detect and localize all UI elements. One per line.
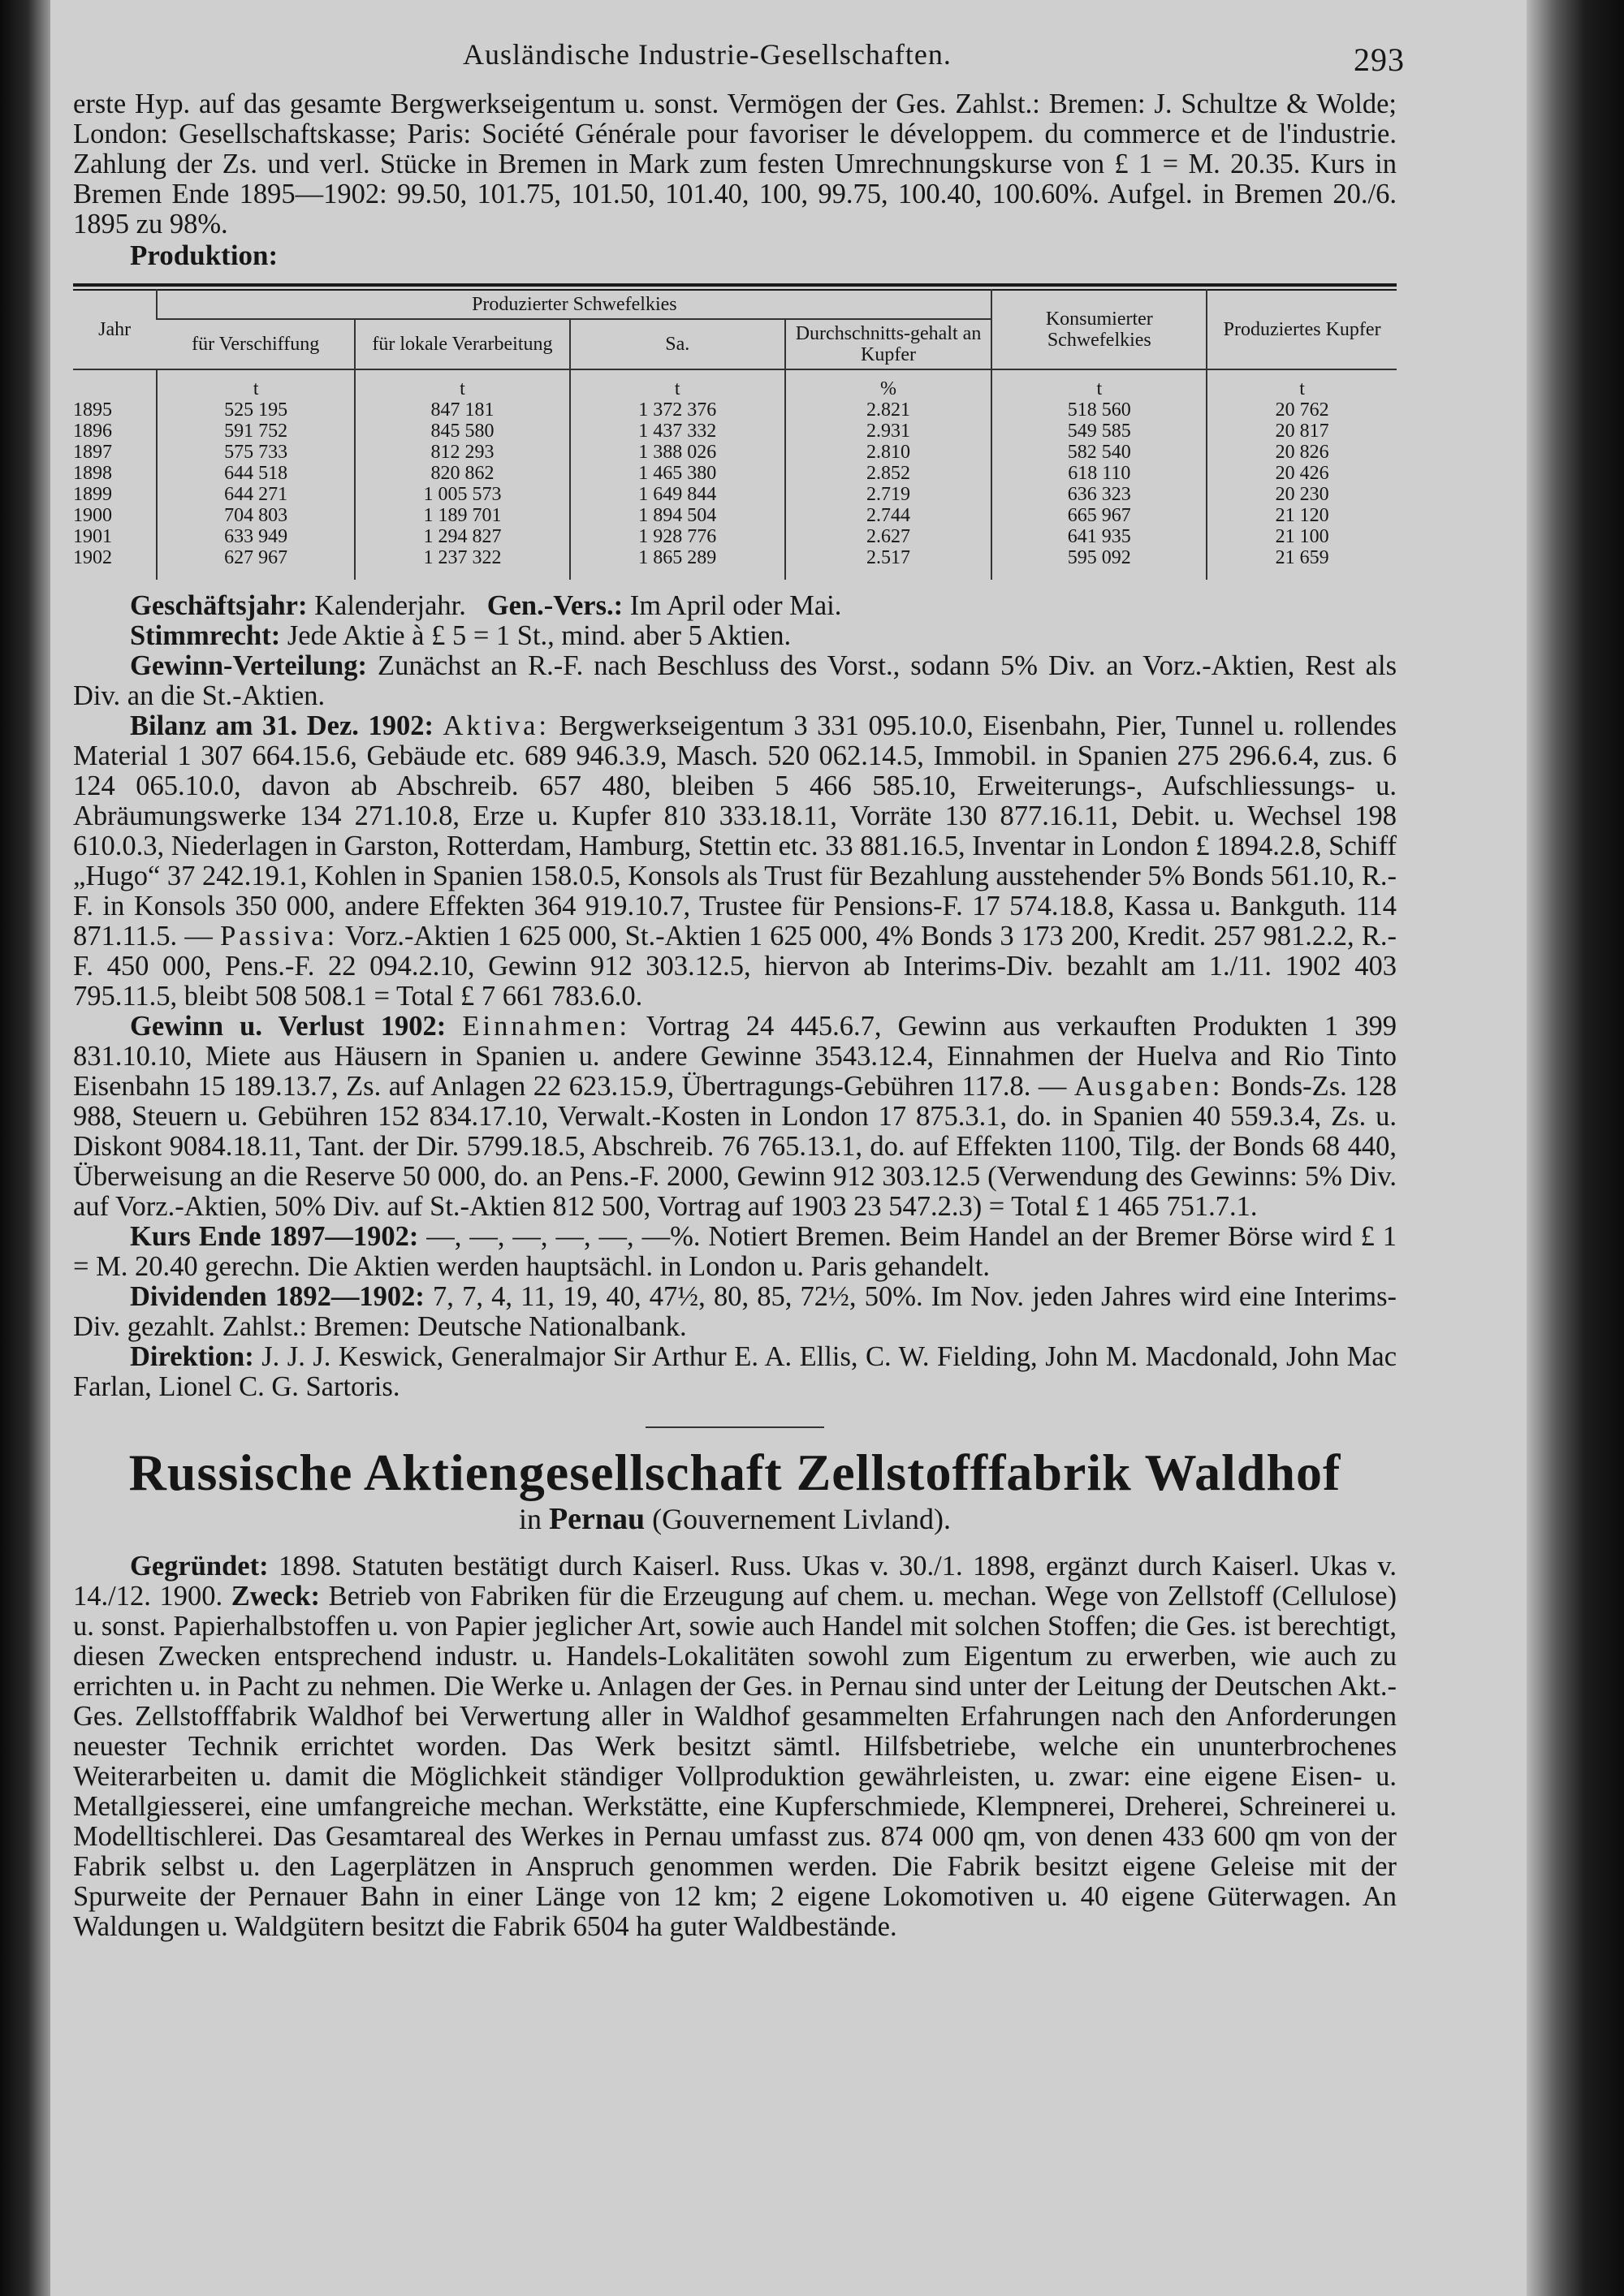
col-header-consumed: Konsumierter Schwefelkies bbox=[991, 290, 1207, 369]
cell-local: 847 181 bbox=[355, 399, 570, 421]
document-page bbox=[73, 32, 1405, 2273]
cell-copper-avg: 2.821 bbox=[785, 399, 991, 421]
company-title: Russische Aktiengesellschaft Zellstofffabrik Waldhof bbox=[128, 1444, 1341, 1501]
stimmrecht-paragraph bbox=[73, 621, 1397, 651]
cell-total: 1 437 332 bbox=[570, 421, 785, 442]
cell-export: 627 967 bbox=[157, 547, 355, 580]
genvers-label: Gen.-Vers.: bbox=[486, 590, 624, 621]
company-location bbox=[73, 1501, 1397, 1537]
cell-total: 1 388 026 bbox=[570, 442, 785, 463]
cell-year: 1900 bbox=[73, 505, 112, 526]
cell-consumed: 595 092 bbox=[991, 547, 1207, 580]
geschaeftsjahr-label: Geschäftsjahr: bbox=[130, 590, 308, 621]
table-row bbox=[73, 421, 1397, 442]
page-number: 293 bbox=[1354, 41, 1405, 78]
book-spine-left bbox=[0, 0, 50, 2296]
production-table bbox=[73, 289, 1397, 580]
cell-copper-avg: 2.627 bbox=[785, 526, 991, 547]
cell-local: 812 293 bbox=[355, 442, 570, 463]
cell-total: 1 649 844 bbox=[570, 484, 785, 505]
unit-copper-avg: % bbox=[785, 369, 991, 399]
bilanz-label: Bilanz am 31. Dez. 1902: bbox=[130, 710, 434, 741]
bilanz-passiva-text: Vorz.-Aktien 1 625 000, St.-Aktien 1 625 000, 4% Bonds 3 173 200, Kredit. 257 981.2.2, R.-F. 450 000, Pens.-F. 22 094.2.10, Gewinn 912 303.12.5, hiervon ab Interims-Div. bezahlt am 1./11. 1902 403 795.11.5, bleibt 508 508.1 = Total £ 7 661 783.6.0. bbox=[73, 921, 1397, 1012]
cell-local: 1 294 827 bbox=[355, 526, 570, 547]
unit-consumed: t bbox=[991, 369, 1207, 399]
cell-export: 575 733 bbox=[157, 442, 355, 463]
cell-year: 1899 bbox=[73, 484, 112, 505]
cell-local: 1 005 573 bbox=[355, 484, 570, 505]
table-row bbox=[73, 463, 1397, 484]
cell-copper: 21 120 bbox=[1207, 505, 1397, 526]
direktion-label: Direktion: bbox=[130, 1341, 254, 1372]
table-row bbox=[73, 547, 1397, 580]
table-row bbox=[73, 442, 1397, 463]
cell-local: 820 862 bbox=[355, 463, 570, 484]
location-city: Pernau bbox=[548, 1502, 646, 1536]
guv-ausgaben-text: Bonds-Zs. 128 988, Steuern u. Gebühren 152 834.17.10, Verwalt.-Kosten in London 17 875.3.1, do. in Spanien 40 559.3.4, Zs. u. Diskont 9084.18.11, Tant. der Dir. 5799.18.5, Abschreib. 76 765.13.1, do. auf Effekten 1100, Tilg. der Bonds 68 440, Überweisung an die Reserve 50 000, do. an Pens.-F. 2000, Gewinn 912 303.12.5 (Verwendung des Gewinns: 5% Div. auf Vorz.-Aktien, 50% Div. auf St.-Aktien 812 500, Vortrag auf 1903 23 547.2.3) = Total £ 1 465 751.7.1. bbox=[73, 1071, 1397, 1222]
gewinnverteilung-paragraph bbox=[73, 651, 1397, 711]
geschaeftsjahr-text: Kalenderjahr. bbox=[314, 590, 466, 621]
book-gutter-right bbox=[1527, 0, 1624, 2296]
location-prefix: in bbox=[518, 1503, 542, 1535]
bilanz-aktiva-text: Bergwerkseigentum 3 331 095.10.0, Eisenbahn, Pier, Tunnel u. rollendes Material 1 307 664.15.6, Gebäude etc. 689 946.3.9, Masch. 520 062.14.5, Immobil. in Spanien 275 296.6.4, zus. 6 124 065.10.0, davon ab Abschreib. 657 480, bleiben 5 466 585.10, Erweiterungs-, Aufschliessungs- u. Abräumungswerke 134 271.10.8, Erze u. Kupfer 810 333.18.11, Vorräte 130 877.16.11, Debit. u. Wechsel 198 610.0.3, Niederlagen in Garston, Rotterdam, Hamburg, Stettin etc. 33 881.16.5, Inventar in London £ 1894.2.8, Schiff „Hugo“ 37 242.19.1, Kohlen in Spanien 158.0.5, Konsols als Trust für Bezahlung ausstehender 5% Bonds 561.10, R.-F. in Konsols 350 000, andere Effekten 364 919.10.7, Trustee für Pensions-F. 17 574.18.8, Kassa u. Bankguth. 114 871.11.5. — bbox=[73, 710, 1397, 952]
guv-ausgaben-word: Ausgaben: bbox=[1073, 1071, 1224, 1102]
units-row bbox=[73, 369, 1397, 399]
col-header-export: für Verschiffung bbox=[157, 319, 355, 369]
gegruendet-paragraph bbox=[73, 1552, 1397, 1942]
cell-copper-avg: 2.852 bbox=[785, 463, 991, 484]
cell-copper-avg: 2.810 bbox=[785, 442, 991, 463]
col-header-total: Sa. bbox=[570, 319, 785, 369]
stimmrecht-label: Stimmrecht: bbox=[130, 620, 281, 651]
gegruendet-text: 1898. Statuten bestätigt durch Kaiserl. Russ. Ukas v. 30./1. 1898, ergänzt durch Kaiserl. Ukas v. 14./12. 1900. bbox=[73, 1551, 1397, 1612]
unit-copper: t bbox=[1207, 369, 1397, 399]
table-row bbox=[73, 484, 1397, 505]
cell-copper: 20 826 bbox=[1207, 442, 1397, 463]
table-row bbox=[73, 505, 1397, 526]
running-title: Ausländische Industrie-Gesellschaften. bbox=[463, 38, 952, 71]
kurs-paragraph bbox=[73, 1222, 1397, 1282]
cell-consumed: 518 560 bbox=[991, 399, 1207, 421]
unit-export: t bbox=[157, 369, 355, 399]
bilanz-passiva-word: Passiva: bbox=[220, 921, 339, 952]
location-suffix: (Gouvernement Livland). bbox=[652, 1503, 952, 1535]
cell-copper: 21 659 bbox=[1207, 547, 1397, 580]
running-header bbox=[73, 32, 1405, 89]
cell-copper: 20 762 bbox=[1207, 399, 1397, 421]
cell-export: 644 518 bbox=[157, 463, 355, 484]
cell-total: 1 465 380 bbox=[570, 463, 785, 484]
intro-paragraph: erste Hyp. auf das gesamte Bergwerkseigentum u. sonst. Vermögen der Ges. Zahlst.: Bremen: J. Schultze & Wolde; London: Gesellschaftskasse; Paris: Société Générale pour favoriser le développem. du commerce et de l'industrie. Zahlung der Zs. und verl. Stücke in Bremen in Mark zum festen Umrechnungskurse von £ 1 = M. 20.35. Kurs in Bremen Ende 1895—1902: 99.50, 101.75, 101.50, 101.40, 100, 99.75, 100.40, 100.60%. Aufgel. in Bremen 20./6. 1895 zu 98%. bbox=[73, 88, 1397, 240]
unit-local: t bbox=[355, 369, 570, 399]
cell-year: 1898 bbox=[73, 463, 112, 484]
col-header-copper: Produziertes Kupfer bbox=[1207, 290, 1397, 369]
cell-total: 1 372 376 bbox=[570, 399, 785, 421]
unit-total: t bbox=[570, 369, 785, 399]
cell-copper: 21 100 bbox=[1207, 526, 1397, 547]
cell-year: 1902 bbox=[73, 547, 112, 568]
cell-copper: 20 230 bbox=[1207, 484, 1397, 505]
col-group-header: Produzierter Schwefelkies bbox=[157, 290, 991, 319]
cell-consumed: 665 967 bbox=[991, 505, 1207, 526]
gewinnverteilung-text: Zunächst an R.-F. nach Beschluss des Vorst., sodann 5% Div. an Vorz.-Aktien, Rest als Div. an die St.-Aktien. bbox=[73, 650, 1397, 711]
zweck-text: Betrieb von Fabriken für die Erzeugung auf chem. u. mechan. Wege von Zellstoff (Cellulose) u. sonst. Papierhalbstoffen u. von Papier jeglicher Art, sowie auch Handel mit solchen Stoffen; die Ges. ist berechtigt, diesen Zwecken entsprechend industr. u. Handels-Lokalitäten sowohl zum Eigentum zu erwerben, wie auch zu errichten u. in Pacht zu nehmen. Die Werke u. Anlagen der Ges. in Pernau sind unter der Leitung der Deutschen Akt.-Ges. Zellstofffabrik Waldhof bei Verwertung aller in Waldhof gesammelten Erfahrungen nach den Anforderungen neuester Technik errichtet worden. Das Werk besitzt sämtl. Hilfsbetriebe, welche ein ununterbrochenes Weiterarbeiten u. damit die Möglichkeit ständiger Vollproduktion gewährleisten, u. zwar: eine eigene Eisen- u. Metallgiesserei, eine umfangreiche mechan. Werkstätte, eine Kupferschmiede, Klempnerei, Dreherei, Schreinerei u. Modelltischlerei. Das Gesamtareal des Werkes in Pernau umfasst zus. 874 000 qm, von denen 433 600 qm von der Fabrik selbst u. den Lagerplätzen in Anspruch genommen werden. Die Fabrik besitzt eigene Geleise mit der Spurweite der Pernauer Bahn in einer Länge von 12 km; 2 eigene Lokomotiven u. 40 eigene Güterwagen. An Waldungen u. Waldgütern besitzt die Fabrik 6504 ha guter Waldbestände. bbox=[73, 1581, 1397, 1942]
geschaeftsjahr-line bbox=[73, 591, 1397, 621]
kurs-text: —, —, —, —, —, —%. Notiert Bremen. Beim Handel an der Bremer Börse wird £ 1 = M. 20.40 gerechn. Die Aktien werden hauptsächl. in London u. Paris gehandelt. bbox=[73, 1221, 1397, 1282]
table-row bbox=[73, 526, 1397, 547]
cell-total: 1 865 289 bbox=[570, 547, 785, 580]
cell-consumed: 641 935 bbox=[991, 526, 1207, 547]
cell-consumed: 549 585 bbox=[991, 421, 1207, 442]
stimmrecht-text: Jede Aktie à £ 5 = 1 St., mind. aber 5 Aktien. bbox=[287, 620, 792, 651]
cell-year: 1895 bbox=[73, 399, 112, 421]
cell-copper-avg: 2.931 bbox=[785, 421, 991, 442]
cell-year: 1901 bbox=[73, 526, 112, 547]
guv-einnahmen-word: Einnahmen: bbox=[462, 1011, 631, 1042]
production-label: Produktion: bbox=[130, 240, 279, 271]
cell-local: 845 580 bbox=[355, 421, 570, 442]
guv-label: Gewinn u. Verlust 1902: bbox=[130, 1011, 447, 1042]
table-row bbox=[73, 399, 1397, 421]
bilanz-paragraph bbox=[73, 711, 1397, 1012]
cell-export: 633 949 bbox=[157, 526, 355, 547]
col-header-year: Jahr bbox=[73, 290, 157, 369]
direktion-text: J. J. J. Keswick, Generalmajor Sir Arthur E. A. Ellis, C. W. Fielding, John M. Macdonald, John Mac Farlan, Lionel C. G. Sartoris. bbox=[73, 1341, 1397, 1402]
cell-local: 1 189 701 bbox=[355, 505, 570, 526]
cell-copper: 20 426 bbox=[1207, 463, 1397, 484]
cell-export: 591 752 bbox=[157, 421, 355, 442]
cell-total: 1 928 776 bbox=[570, 526, 785, 547]
cell-copper-avg: 2.744 bbox=[785, 505, 991, 526]
cell-consumed: 582 540 bbox=[991, 442, 1207, 463]
cell-copper: 20 817 bbox=[1207, 421, 1397, 442]
cell-local: 1 237 322 bbox=[355, 547, 570, 580]
guv-paragraph bbox=[73, 1012, 1397, 1222]
cell-consumed: 636 323 bbox=[991, 484, 1207, 505]
genvers-text: Im April oder Mai. bbox=[629, 590, 842, 621]
cell-export: 644 271 bbox=[157, 484, 355, 505]
dividenden-text: 7, 7, 4, 11, 19, 40, 47½, 80, 85, 72½, 50%. Im Nov. jeden Jahres wird eine Interims-Div. gezahlt. Zahlst.: Bremen: Deutsche Nationalbank. bbox=[73, 1281, 1397, 1342]
guv-einnahmen-text: Vortrag 24 445.6.7, Gewinn aus verkauften Produkten 1 399 831.10.10, Miete aus Häusern in Spanien u. andere Gewinne 3543.12.4, Einnahmen der Huelva and Rio Tinto Eisenbahn 15 189.13.7, Zs. auf Anlagen 22 623.15.9, Übertragungs-Gebühren 117.8. — bbox=[73, 1011, 1397, 1102]
section-divider bbox=[646, 1426, 824, 1428]
dividenden-paragraph bbox=[73, 1282, 1397, 1342]
table-top-rule bbox=[73, 283, 1397, 287]
direktion-paragraph bbox=[73, 1342, 1397, 1402]
kurs-label: Kurs Ende 1897—1902: bbox=[130, 1221, 419, 1252]
col-header-copper-avg: Durchschnitts-gehalt an Kupfer bbox=[785, 319, 991, 369]
cell-export: 704 803 bbox=[157, 505, 355, 526]
cell-year: 1897 bbox=[73, 442, 112, 463]
bilanz-aktiva-word: Aktiva: bbox=[443, 710, 550, 741]
cell-copper-avg: 2.517 bbox=[785, 547, 991, 580]
cell-export: 525 195 bbox=[157, 399, 355, 421]
zweck-label: Zweck: bbox=[231, 1581, 320, 1612]
gegruendet-label: Gegründet: bbox=[130, 1551, 269, 1582]
cell-consumed: 618 110 bbox=[991, 463, 1207, 484]
gewinnverteilung-label: Gewinn-Verteilung: bbox=[130, 650, 367, 681]
col-header-local: für lokale Verarbeitung bbox=[355, 319, 570, 369]
cell-copper-avg: 2.719 bbox=[785, 484, 991, 505]
cell-year: 1896 bbox=[73, 421, 112, 442]
dividenden-label: Dividenden 1892—1902: bbox=[130, 1281, 425, 1312]
cell-total: 1 894 504 bbox=[570, 505, 785, 526]
